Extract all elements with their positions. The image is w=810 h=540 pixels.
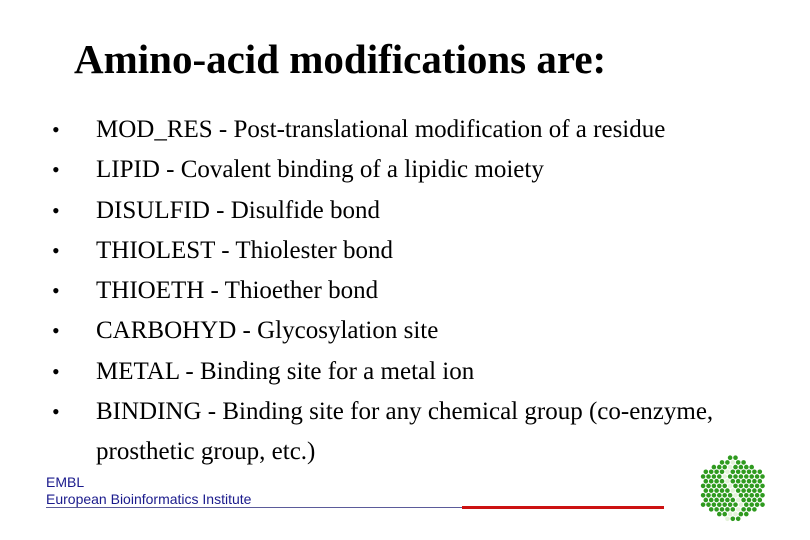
logo-dot [720, 479, 725, 484]
logo-dot [739, 484, 744, 489]
bullet-text: MOD_RES - Post-translational modification of a residue [96, 116, 666, 143]
logo-dot [736, 469, 741, 474]
bullet-text: BINDING - Binding site for any chemical group (co-enzyme, prosthetic group, etc.) [96, 398, 714, 466]
bullet-item [48, 150, 748, 190]
logo-dot [739, 474, 744, 479]
logo-dot [720, 460, 725, 465]
logo-dot [706, 474, 711, 479]
bullet-marker: • [52, 197, 60, 223]
logo-dot [733, 465, 738, 470]
logo-dot [741, 479, 746, 484]
logo-dot [744, 493, 749, 498]
logo-dot [728, 465, 733, 470]
logo-dot [704, 469, 709, 474]
logo-dot [733, 474, 738, 479]
logo-dot [752, 479, 757, 484]
logo-dot [714, 488, 719, 493]
logo-dot [733, 484, 738, 489]
logo-dot [733, 493, 738, 498]
logo-dot [752, 498, 757, 503]
logo-dot [747, 469, 752, 474]
logo-dot [752, 507, 757, 512]
bullet-text: DISULFID - Disulfide bond [96, 196, 381, 224]
logo-dot [709, 479, 714, 484]
logo-dot [704, 498, 709, 503]
logo-dot [728, 484, 733, 489]
slide-title: Amino-acid modifications are: [74, 36, 607, 82]
logo-dot [701, 474, 706, 479]
logo-dot [709, 507, 714, 512]
logo-dot [712, 465, 717, 470]
logo-dot [739, 512, 744, 517]
logo-dot [755, 502, 760, 507]
logo-dot [749, 484, 754, 489]
logo-dot [733, 455, 738, 460]
logo-dot [709, 469, 714, 474]
logo-dot [744, 465, 749, 470]
logo-dot [749, 502, 754, 507]
bullet-item [48, 191, 748, 231]
logo-dot [733, 502, 738, 507]
logo-dot [722, 474, 727, 479]
logo-dot [701, 502, 706, 507]
logo-dot [725, 516, 730, 521]
logo-dot [741, 460, 746, 465]
logo-dot [728, 502, 733, 507]
logo-dot [760, 484, 765, 489]
logo-dot [731, 516, 736, 521]
logo-dot [714, 507, 719, 512]
logo-dot [744, 474, 749, 479]
bullet-marker: • [52, 318, 60, 344]
logo-dot [712, 493, 717, 498]
logo-dot [749, 474, 754, 479]
logo-dot [736, 479, 741, 484]
logo-dot [725, 460, 730, 465]
bullet-item [48, 311, 748, 351]
logo-dot [731, 507, 736, 512]
logo-dot [736, 507, 741, 512]
bullet-text: METAL - Binding site for a metal ion [96, 357, 475, 385]
logo-dot [731, 469, 736, 474]
logo-dot [739, 493, 744, 498]
logo-dot [744, 512, 749, 517]
footer-org: EMBL [46, 474, 85, 490]
logo-dot [739, 502, 744, 507]
bullet-marker: • [52, 117, 60, 142]
bullet-item [48, 110, 748, 150]
logo-dot [755, 484, 760, 489]
logo-dot [717, 502, 722, 507]
logo-dot [736, 460, 741, 465]
logo-dot [725, 479, 730, 484]
logo-dot [752, 488, 757, 493]
logo-dot [733, 512, 738, 517]
logo-dot [747, 507, 752, 512]
logo-dot [741, 507, 746, 512]
bullet-text: CARBOHYD - Glycosylation site [96, 317, 439, 345]
bullet-item [48, 352, 748, 392]
bullet-item [48, 392, 748, 473]
logo-dot [760, 502, 765, 507]
logo-dot [701, 484, 706, 489]
footer-accent-bar [462, 506, 664, 509]
logo-dot [714, 469, 719, 474]
logo-dot [741, 469, 746, 474]
bullet-marker: • [52, 358, 60, 384]
logo-dot [736, 488, 741, 493]
logo-dot [714, 479, 719, 484]
logo-dot [739, 465, 744, 470]
logo-dot [717, 493, 722, 498]
logo-dot [752, 469, 757, 474]
logo-dot [725, 488, 730, 493]
logo-dot [731, 460, 736, 465]
logo-dot [728, 455, 733, 460]
logo-dot [731, 479, 736, 484]
logo-dot [731, 488, 736, 493]
bullet-marker: • [52, 278, 60, 304]
logo-dot [758, 488, 763, 493]
logo-dot [741, 488, 746, 493]
logo-dot [717, 474, 722, 479]
logo-dot [722, 502, 727, 507]
logo-dot [747, 488, 752, 493]
logo-dot [712, 502, 717, 507]
logo-dot [720, 488, 725, 493]
logo-dot [722, 465, 727, 470]
logo-dot [747, 479, 752, 484]
logo-dot [725, 507, 730, 512]
logo-dot [722, 484, 727, 489]
logo-dot [709, 498, 714, 503]
bullet-marker: • [52, 157, 60, 183]
logo-dot [747, 498, 752, 503]
logo-dot [760, 493, 765, 498]
logo-dot [736, 516, 741, 521]
logo-dot [704, 488, 709, 493]
logo-dot [704, 479, 709, 484]
logo-dot [717, 484, 722, 489]
logo-dot [741, 498, 746, 503]
bullet-text: THIOETH - Thioether bond [96, 277, 379, 305]
logo-dot [709, 488, 714, 493]
ebi-hexagon-logo-icon [692, 450, 772, 530]
logo-dot [758, 479, 763, 484]
logo-dot [758, 498, 763, 503]
logo-dot [728, 474, 733, 479]
bullet-marker: • [52, 237, 60, 263]
bullet-marker: • [52, 399, 60, 425]
logo-dot [701, 493, 706, 498]
logo-dot [722, 512, 727, 517]
bullet-text: LIPID - Covalent binding of a lipidic moiety [96, 156, 544, 184]
logo-dot [744, 484, 749, 489]
bullet-list [48, 110, 748, 473]
logo-dot [717, 512, 722, 517]
logo-dot [720, 507, 725, 512]
logo-dot [706, 484, 711, 489]
logo-dot [706, 493, 711, 498]
logo-dot [731, 498, 736, 503]
bullet-text: THIOLEST - Thiolester bond [96, 236, 393, 264]
logo-dot [725, 469, 730, 474]
logo-dot [712, 474, 717, 479]
footer-institute: European Bioinformatics Institute [46, 491, 252, 507]
logo-dot [736, 498, 741, 503]
logo-dot [755, 474, 760, 479]
logo-dot [714, 498, 719, 503]
logo-dot [728, 512, 733, 517]
logo-dot [749, 465, 754, 470]
logo-dot [720, 498, 725, 503]
logo-dot [758, 469, 763, 474]
logo-dot [755, 493, 760, 498]
logo-dot [722, 493, 727, 498]
logo-dot [744, 502, 749, 507]
logo-dot [728, 493, 733, 498]
logo-dot [749, 493, 754, 498]
logo-dot [712, 484, 717, 489]
logo-dot [760, 474, 765, 479]
logo-dot [725, 498, 730, 503]
logo-dot [717, 465, 722, 470]
logo-dot [720, 469, 725, 474]
bullet-item [48, 271, 748, 311]
logo-dot [706, 502, 711, 507]
bullet-item [48, 231, 748, 271]
